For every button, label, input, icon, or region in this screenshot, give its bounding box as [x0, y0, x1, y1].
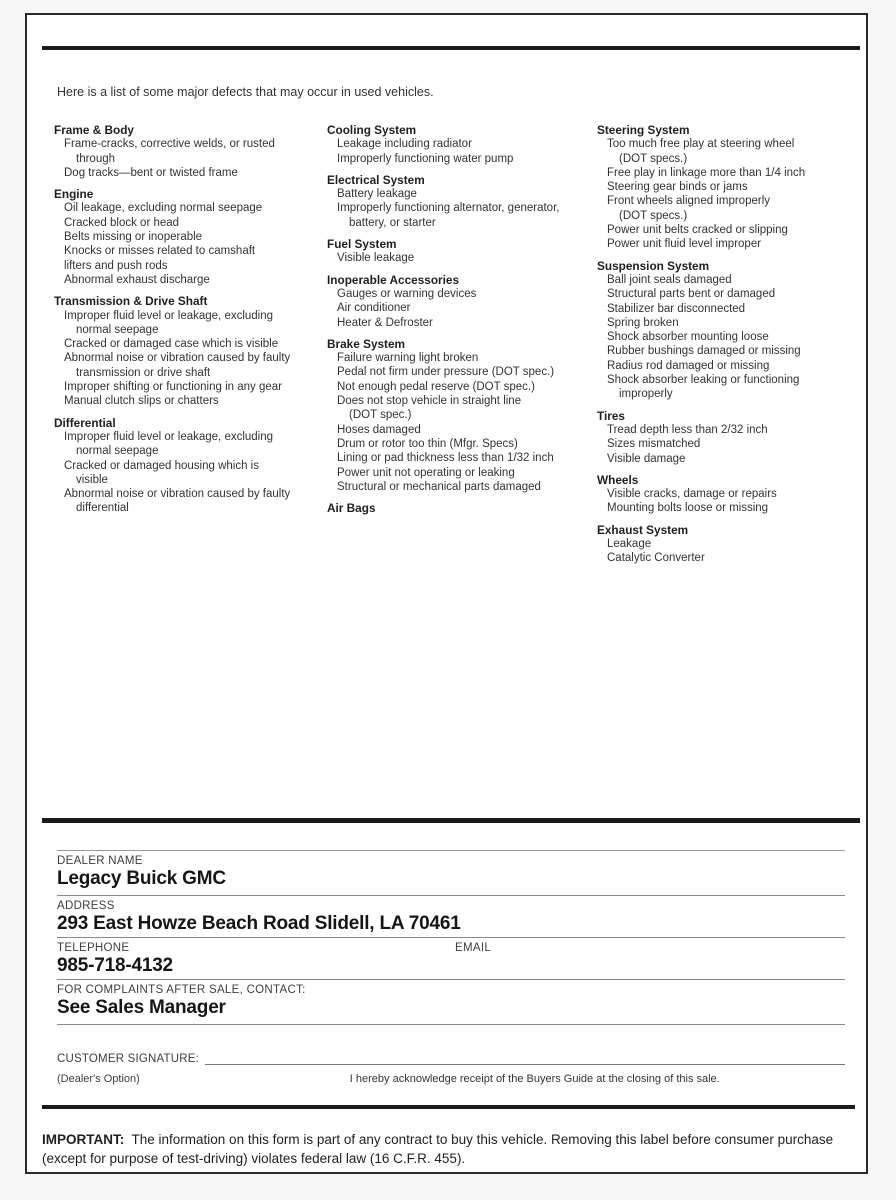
- defect-list: [54, 123, 854, 566]
- defect-item-line: Dog tracks—bent or twisted frame: [64, 166, 238, 179]
- dealer-name-value: Legacy Buick GMC: [57, 868, 226, 889]
- address-value: 293 East Howze Beach Road Slidell, LA 70461: [57, 913, 461, 934]
- defect-item-line: Air conditioner: [337, 302, 411, 315]
- defect-item-line: Does not stop vehicle in straight line: [337, 395, 522, 408]
- defect-item-line: Power unit fluid level improper: [607, 238, 762, 251]
- complaints-field: [57, 980, 845, 1025]
- telephone-value: 985-718-4132: [57, 955, 173, 976]
- bottom-divider: [42, 1105, 855, 1109]
- defect-item-line: Abnormal noise or vibration caused by faulty: [64, 352, 291, 365]
- defect-column-2: [327, 123, 597, 566]
- defect-item-line: differential: [76, 502, 129, 515]
- defect-item-line: Structural or mechanical parts damaged: [337, 480, 541, 493]
- address-field: [57, 896, 845, 938]
- defect-item-line: Pedal not firm under pressure (DOT spec.): [337, 366, 555, 379]
- defect-section-title: Suspension System: [597, 258, 710, 273]
- email-label: EMAIL: [455, 942, 492, 954]
- defect-item-line: Abnormal noise or vibration caused by faulty: [64, 488, 291, 501]
- defect-item-line: Belts missing or inoperable: [64, 231, 203, 244]
- defect-item-line: Drum or rotor too thin (Mfgr. Specs): [337, 437, 518, 450]
- defect-column-1: [54, 123, 327, 566]
- complaints-label: FOR COMPLAINTS AFTER SALE, CONTACT:: [57, 984, 306, 996]
- defect-item-line: Spring broken: [607, 316, 679, 329]
- defect-item-line: visible: [76, 473, 108, 486]
- defect-item-line: Power unit not operating or leaking: [337, 466, 515, 479]
- defect-item-line: Failure warning light broken: [337, 352, 479, 365]
- defect-item-line: normal seepage: [76, 445, 159, 458]
- defect-item-line: Improper shifting or functioning in any gear: [64, 381, 282, 394]
- middle-divider: [42, 818, 860, 823]
- dealer-name-field: [57, 851, 845, 896]
- dealer-option-note: (Dealer's Option): [57, 1073, 140, 1085]
- defect-item-line: Lining or pad thickness less than 1/32 inch: [337, 452, 554, 465]
- defect-section-title: Electrical System: [327, 172, 425, 187]
- defect-section-title: Steering System: [597, 123, 690, 137]
- important-text: The information on this form is part of any contract to buy this vehicle. Removing this label before consumer purchase (except for purpose of test-driving) violates federal law (16 C.F.R. 455).: [42, 1131, 834, 1166]
- buyers-guide-page: [25, 13, 868, 1174]
- defect-section-title: Fuel System: [327, 237, 397, 252]
- defect-item-line: Battery leakage: [337, 188, 417, 201]
- defect-item-line: Visible cracks, damage or repairs: [607, 488, 777, 501]
- signature-line: [205, 1051, 845, 1065]
- defect-item-line: Shock absorber leaking or functioning: [607, 374, 800, 387]
- defect-item-line: Mounting bolts loose or missing: [607, 502, 769, 515]
- defect-item-line: Shock absorber mounting loose: [607, 331, 769, 344]
- defect-section-title: Tires: [597, 408, 625, 423]
- defect-item-line: Knocks or misses related to camshaft: [64, 245, 256, 258]
- signature-sub-row: [57, 1073, 845, 1085]
- important-notice: [42, 1130, 855, 1169]
- defect-section-title: Differential: [54, 415, 116, 430]
- defect-item-line: normal seepage: [76, 323, 159, 336]
- defect-item-line: Cracked block or head: [64, 216, 180, 229]
- defect-item-line: (DOT specs.): [619, 209, 688, 222]
- defect-item-line: (DOT specs.): [619, 152, 688, 165]
- defect-item-line: lifters and push rods: [64, 259, 168, 272]
- defect-section-title: Exhaust System: [597, 522, 689, 537]
- defect-section-title: Air Bags: [327, 501, 376, 516]
- defect-item-line: Cracked or damaged housing which is: [64, 459, 259, 472]
- important-label: IMPORTANT:: [42, 1131, 125, 1147]
- dealer-info-section: [57, 850, 845, 1025]
- defect-section-title: Cooling System: [327, 123, 417, 137]
- defect-item-line: Sizes mismatched: [607, 438, 701, 451]
- defect-item-line: Ball joint seals damaged: [607, 273, 732, 286]
- defect-item-line: battery, or starter: [349, 216, 436, 229]
- defect-item-line: (DOT spec.): [349, 409, 412, 422]
- defect-section-title: Frame & Body: [54, 123, 134, 137]
- customer-signature-row: [57, 1051, 845, 1065]
- complaints-value: See Sales Manager: [57, 997, 226, 1018]
- defect-item-line: Improperly functioning alternator, generator,: [337, 202, 560, 215]
- defect-item-line: transmission or drive shaft: [76, 366, 211, 379]
- intro-text: Here is a list of some major defects that may occur in used vehicles.: [57, 85, 434, 99]
- defect-item-line: Gauges or warning devices: [337, 287, 477, 300]
- defect-item-line: Leakage including radiator: [337, 138, 472, 151]
- dealer-name-label: DEALER NAME: [57, 855, 143, 867]
- defect-item-line: Not enough pedal reserve (DOT spec.): [337, 380, 535, 393]
- defect-item-line: Visible damage: [607, 452, 686, 465]
- defect-item-line: Visible leakage: [337, 252, 415, 265]
- defect-item-line: Abnormal exhaust discharge: [64, 273, 210, 286]
- defect-item-line: Steering gear binds or jams: [607, 181, 748, 194]
- top-divider: [42, 46, 860, 50]
- defect-item-line: Tread depth less than 2/32 inch: [607, 423, 768, 436]
- defect-item-line: Improper fluid level or leakage, excluding: [64, 309, 274, 322]
- defect-item-line: Frame-cracks, corrective welds, or rusted: [64, 138, 275, 151]
- defect-item-line: Manual clutch slips or chatters: [64, 395, 219, 408]
- defect-section-title: Brake System: [327, 336, 406, 351]
- defect-section-title: Transmission & Drive Shaft: [54, 294, 208, 309]
- telephone-field: [57, 942, 455, 979]
- defect-item-line: Front wheels aligned improperly: [607, 195, 770, 208]
- defect-item-line: Stabilizer bar disconnected: [607, 302, 746, 315]
- defect-item-line: Too much free play at steering wheel: [607, 138, 795, 151]
- defect-section-title: Wheels: [597, 472, 639, 487]
- defect-section-title: Inoperable Accessories: [327, 272, 460, 287]
- defect-item-line: Improperly functioning water pump: [337, 152, 514, 165]
- defect-item-line: Free play in linkage more than 1/4 inch: [607, 166, 806, 179]
- defect-item-line: through: [76, 152, 116, 165]
- defect-item-line: Structural parts bent or damaged: [607, 288, 776, 301]
- telephone-email-row: [57, 938, 845, 980]
- customer-signature-label: CUSTOMER SIGNATURE:: [57, 1053, 200, 1065]
- defect-item-line: Power unit belts cracked or slipping: [607, 224, 788, 237]
- defect-column-3: [597, 123, 847, 566]
- acknowledgment-text: I hereby acknowledge receipt of the Buyers Guide at the closing of this sale.: [349, 1073, 720, 1085]
- defect-item-line: Radius rod damaged or missing: [607, 359, 770, 372]
- defect-item-line: Heater & Defroster: [337, 316, 433, 329]
- telephone-label: TELEPHONE: [57, 942, 130, 954]
- defect-item-line: Improper fluid level or leakage, excluding: [64, 430, 274, 443]
- address-label: ADDRESS: [57, 900, 115, 912]
- defect-item-line: Rubber bushings damaged or missing: [607, 345, 801, 358]
- defect-item-line: Cracked or damaged case which is visible: [64, 338, 279, 351]
- defect-item-line: Catalytic Converter: [607, 552, 705, 565]
- defect-item-line: Oil leakage, excluding normal seepage: [64, 202, 263, 215]
- defect-item-line: Hoses damaged: [337, 423, 421, 436]
- defect-item-line: Leakage: [607, 538, 652, 551]
- defect-section-title: Engine: [54, 187, 94, 202]
- defect-item-line: improperly: [619, 388, 673, 401]
- email-field: [455, 942, 845, 979]
